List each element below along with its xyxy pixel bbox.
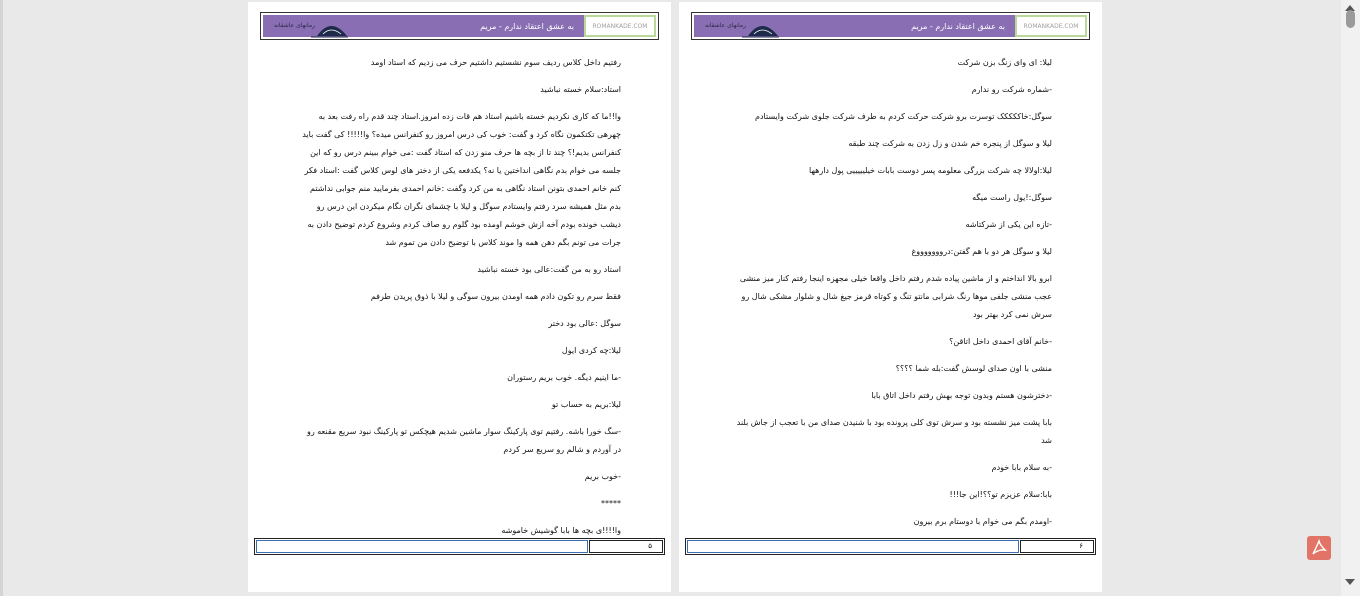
page-footer bbox=[254, 538, 665, 555]
paragraph: سوگل:!یول راست میگه bbox=[972, 193, 1052, 202]
paragraph: لیلا و سوگل هر دو با هم گفتن:دروووووووغ bbox=[911, 247, 1052, 256]
book-title: به عشق اعتقاد ندارم - مریم bbox=[911, 22, 1005, 31]
logo-text: رمانهای عاشقانه bbox=[705, 22, 746, 29]
pdf-icon[interactable] bbox=[1307, 536, 1331, 560]
footer-field bbox=[687, 540, 1019, 553]
paragraph: استاد رو به من گفت:عالی بود خسته نباشید bbox=[477, 265, 621, 274]
logo-text: رمانهای عاشقانه bbox=[274, 22, 315, 29]
page-header bbox=[691, 12, 1090, 40]
book-logo-icon bbox=[271, 16, 349, 38]
paragraph: -ما اینیم دیگه. خوب بریم رستوران bbox=[507, 373, 621, 382]
paragraph: لیلا:چه کردی ایول bbox=[561, 346, 621, 355]
scroll-thumb[interactable] bbox=[1346, 10, 1355, 28]
vertical-scrollbar[interactable] bbox=[1341, 0, 1360, 596]
page-header bbox=[260, 12, 659, 40]
paragraph: لیلا:بریم به حساب تو bbox=[551, 400, 621, 409]
paragraph: سوگل :عالی بود دختر bbox=[548, 319, 621, 328]
paragraph: ابرو بالا انداختم و از ماشین پیاده شدم رفتم داخل واقعا خیلی مجهزه اینجا رفتم کنار میز منشی عجب منشی جلفی موها رنگ شرابی مانتو تنگ و کوتاه قرمز جیغ شال و شلوار مشکی شال رو سرش نمی کرد بهتر بود bbox=[739, 274, 1052, 319]
footer-field bbox=[256, 540, 588, 553]
site-name: ROMANKADE.COM bbox=[584, 15, 656, 37]
paragraph: بابا:سلام عزیزم تو؟؟!این جا!!! bbox=[949, 490, 1052, 499]
paragraph: لیلا: ای وای زنگ بزن شرکت bbox=[957, 58, 1052, 67]
header-banner bbox=[694, 15, 1087, 37]
arrow-down-icon[interactable] bbox=[1345, 579, 1355, 585]
site-name: ROMANKADE.COM bbox=[1015, 15, 1087, 37]
document-page bbox=[248, 2, 671, 592]
paragraph: لیلا:اولالا چه شرکت بزرگی معلومه پسر دوست بابات خیلیییییی پول دارهها bbox=[809, 166, 1052, 175]
paragraph: -دخترشون هستم وبدون توجه بهش رفتم داخل اتاق بابا bbox=[871, 391, 1052, 400]
page-footer bbox=[685, 538, 1096, 555]
paragraph: فقط سرم رو تکون دادم همه اومدن بیرون سوگی و لیلا با ذوق پریدن طرفم bbox=[370, 292, 621, 301]
book-logo-icon bbox=[702, 16, 780, 38]
paragraph: -به سلام بابا خودم bbox=[991, 463, 1052, 472]
paragraph: رفتیم داخل کلاس ردیف سوم نشستیم داشتیم حرف می زدیم که استاد اومد bbox=[370, 58, 621, 67]
paragraph: وا!!ما که کاری نکردیم خسته باشیم استاد هم قات زده امروز.استاد چند قدم راه رفت بعد به چهرهی تکتکمون نگاه کرد و گفت: خوب کی درس امروز رو کنفرانس میده؟ وا!!!!! کی گفت باید کنفرانس بدیم!؟ چند تا از بچه ها حرف منو زدن که استاد گفت :می خوام ببینم درس رو که این جلسه می خوام بدم نگاهی انداختین یا نه؟ یکدفعه یکی از دختر های لوس کلاس گفت :استاد فکر کنم خانم احمدی بتونن استاد نگاهی به من کرد وگفت :خانم احمدی بفرمایید منم جوابی نداشتم بدم مثل همیشه سرد رفتم وایستادم سوگل و لیلا با چشمای نگران نگام میکردن این درس رو دیشب خونده بودم آخه ازش خوشم اومده بود گلوم رو صاف کردم وشروع کردم توضیح دادن به جرات می تونم بگم دهن همه وا موند کلاس با توضیح دادن من تموم شد bbox=[302, 112, 621, 247]
paragraph: -خانم آقای احمدی داخل اتاقن؟ bbox=[949, 337, 1052, 346]
paragraph: -اومدم بگم می خوام با دوستام برم بیرون bbox=[913, 517, 1052, 526]
paragraph: -خوب بریم bbox=[584, 472, 621, 481]
book-title: به عشق اعتقاد ندارم - مریم bbox=[480, 22, 574, 31]
paragraph: -تازه این یکی از شرکتاشه bbox=[965, 220, 1052, 229]
paragraph: ***** bbox=[601, 499, 621, 508]
paragraph: سوگل:خاککککک توسرت برو شرکت حرکت کردم به طرف شرکت جلوی شرکت وایستادم bbox=[755, 112, 1052, 121]
paragraph: -شماره شرکت رو ندارم bbox=[971, 85, 1052, 94]
paragraph: وا!!!!ی بچه ها بابا گوشیش خاموشه bbox=[501, 526, 621, 535]
page-number: ۵ bbox=[589, 540, 663, 553]
page-text bbox=[300, 54, 621, 549]
header-banner bbox=[263, 15, 656, 37]
paragraph: -سگ خورا باشه. رفتیم توی پارکینگ سوار ماشین شدیم هیچکس تو پارکینگ نبود سریع مقنعه رو در آوردم و شالم رو سریع سر کردم bbox=[306, 427, 621, 454]
page-number: ۶ bbox=[1020, 540, 1094, 553]
document-page bbox=[679, 2, 1102, 592]
paragraph: منشی با اون صدای لوسش گفت:بله شما ؟؟؟؟ bbox=[895, 364, 1052, 373]
paragraph: بابا پشت میز نشسته بود و سرش توی کلی پرونده بود با شنیدن صدای من با تعجب از جاش بلند شد bbox=[736, 418, 1052, 445]
paragraph: لیلا و سوگل از پنجره خم شدن و زل زدن به شرکت چند طبقه bbox=[848, 139, 1052, 148]
page-text bbox=[731, 54, 1052, 540]
paragraph: استاد:سلام خسته نباشید bbox=[540, 85, 621, 94]
